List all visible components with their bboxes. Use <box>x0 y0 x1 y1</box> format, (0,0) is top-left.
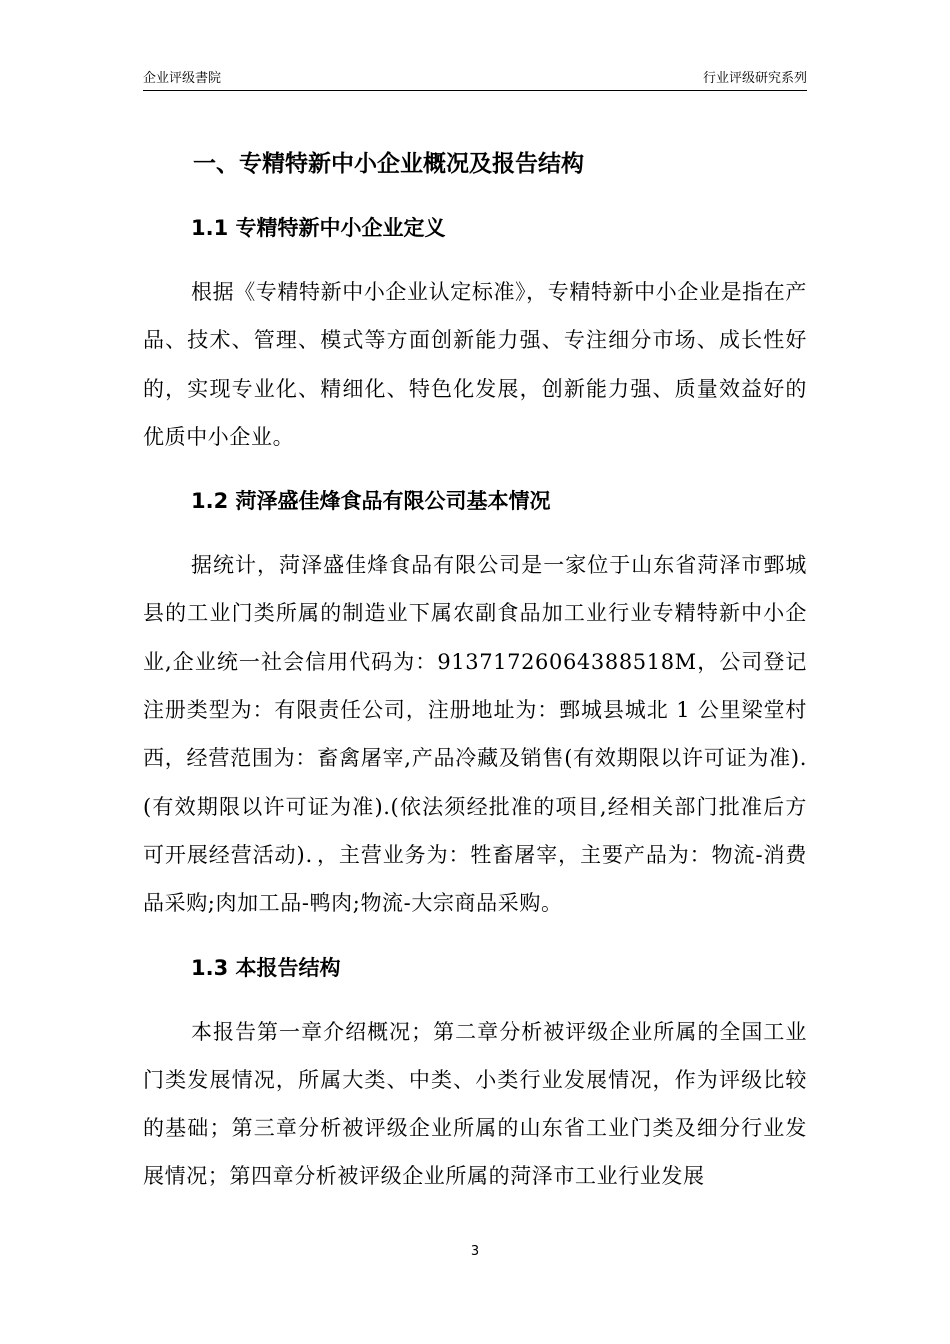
page-number: 3 <box>470 1244 480 1259</box>
section-title-1-2: 1.2 菏泽盛佳烽食品有限公司基本情况 <box>191 489 551 514</box>
section-body-1-2: 据统计，菏泽盛佳烽食品有限公司是一家位于山东省菏泽市鄄城县的工业门类所属的制造业下属农副食品加工业行业专精特新中小企业,企业统一社会信用代码为：91371726064388518M，公司登记注册类型为：有限责任公司，注册地址为：鄄城县城北 1 公里梁堂村西，经营范围为：畜禽屠宰,产品冷藏及销售(有效期限以许可证为准).(有效期限以许可证为准).(依法须经批准的项目,经相关部门批准后方可开展经营活动)．，主营业务为：牲畜屠宰，主要产品为：物流-消费品采购;肉加工品-鸭肉;物流-大宗商品采购。 <box>143 553 807 916</box>
section-body-1-3: 本报告第一章介绍概况；第二章分析被评级企业所属的全国工业门类发展情况，所属大类、中类、小类行业发展情况，作为评级比较的基础；第三章分析被评级企业所属的山东省工业门类及细分行业发展情况；第四章分析被评级企业所属的菏泽市工业行业发展 <box>143 1019 807 1189</box>
page-header <box>143 66 807 91</box>
section-title-1-1: 1.1 专精特新中小企业定义 <box>191 216 446 240</box>
page-content <box>143 140 807 1201</box>
chapter-title: 一、专精特新中小企业概况及报告结构 <box>193 151 584 177</box>
header-right-text: 行业评级研究系列 <box>702 71 807 86</box>
section-body-1-1: 根据《专精特新中小企业认定标准》，专精特新中小企业是指在产品、技术、管理、模式等方面创新能力强、专注细分市场、成长性好的，实现专业化、精细化、特色化发展，创新能力强、质量效益好的优质中小企业。 <box>143 280 807 449</box>
header-left-text: 企业评级書院 <box>143 71 222 86</box>
section-title-1-3: 1.3 本报告结构 <box>191 955 341 980</box>
